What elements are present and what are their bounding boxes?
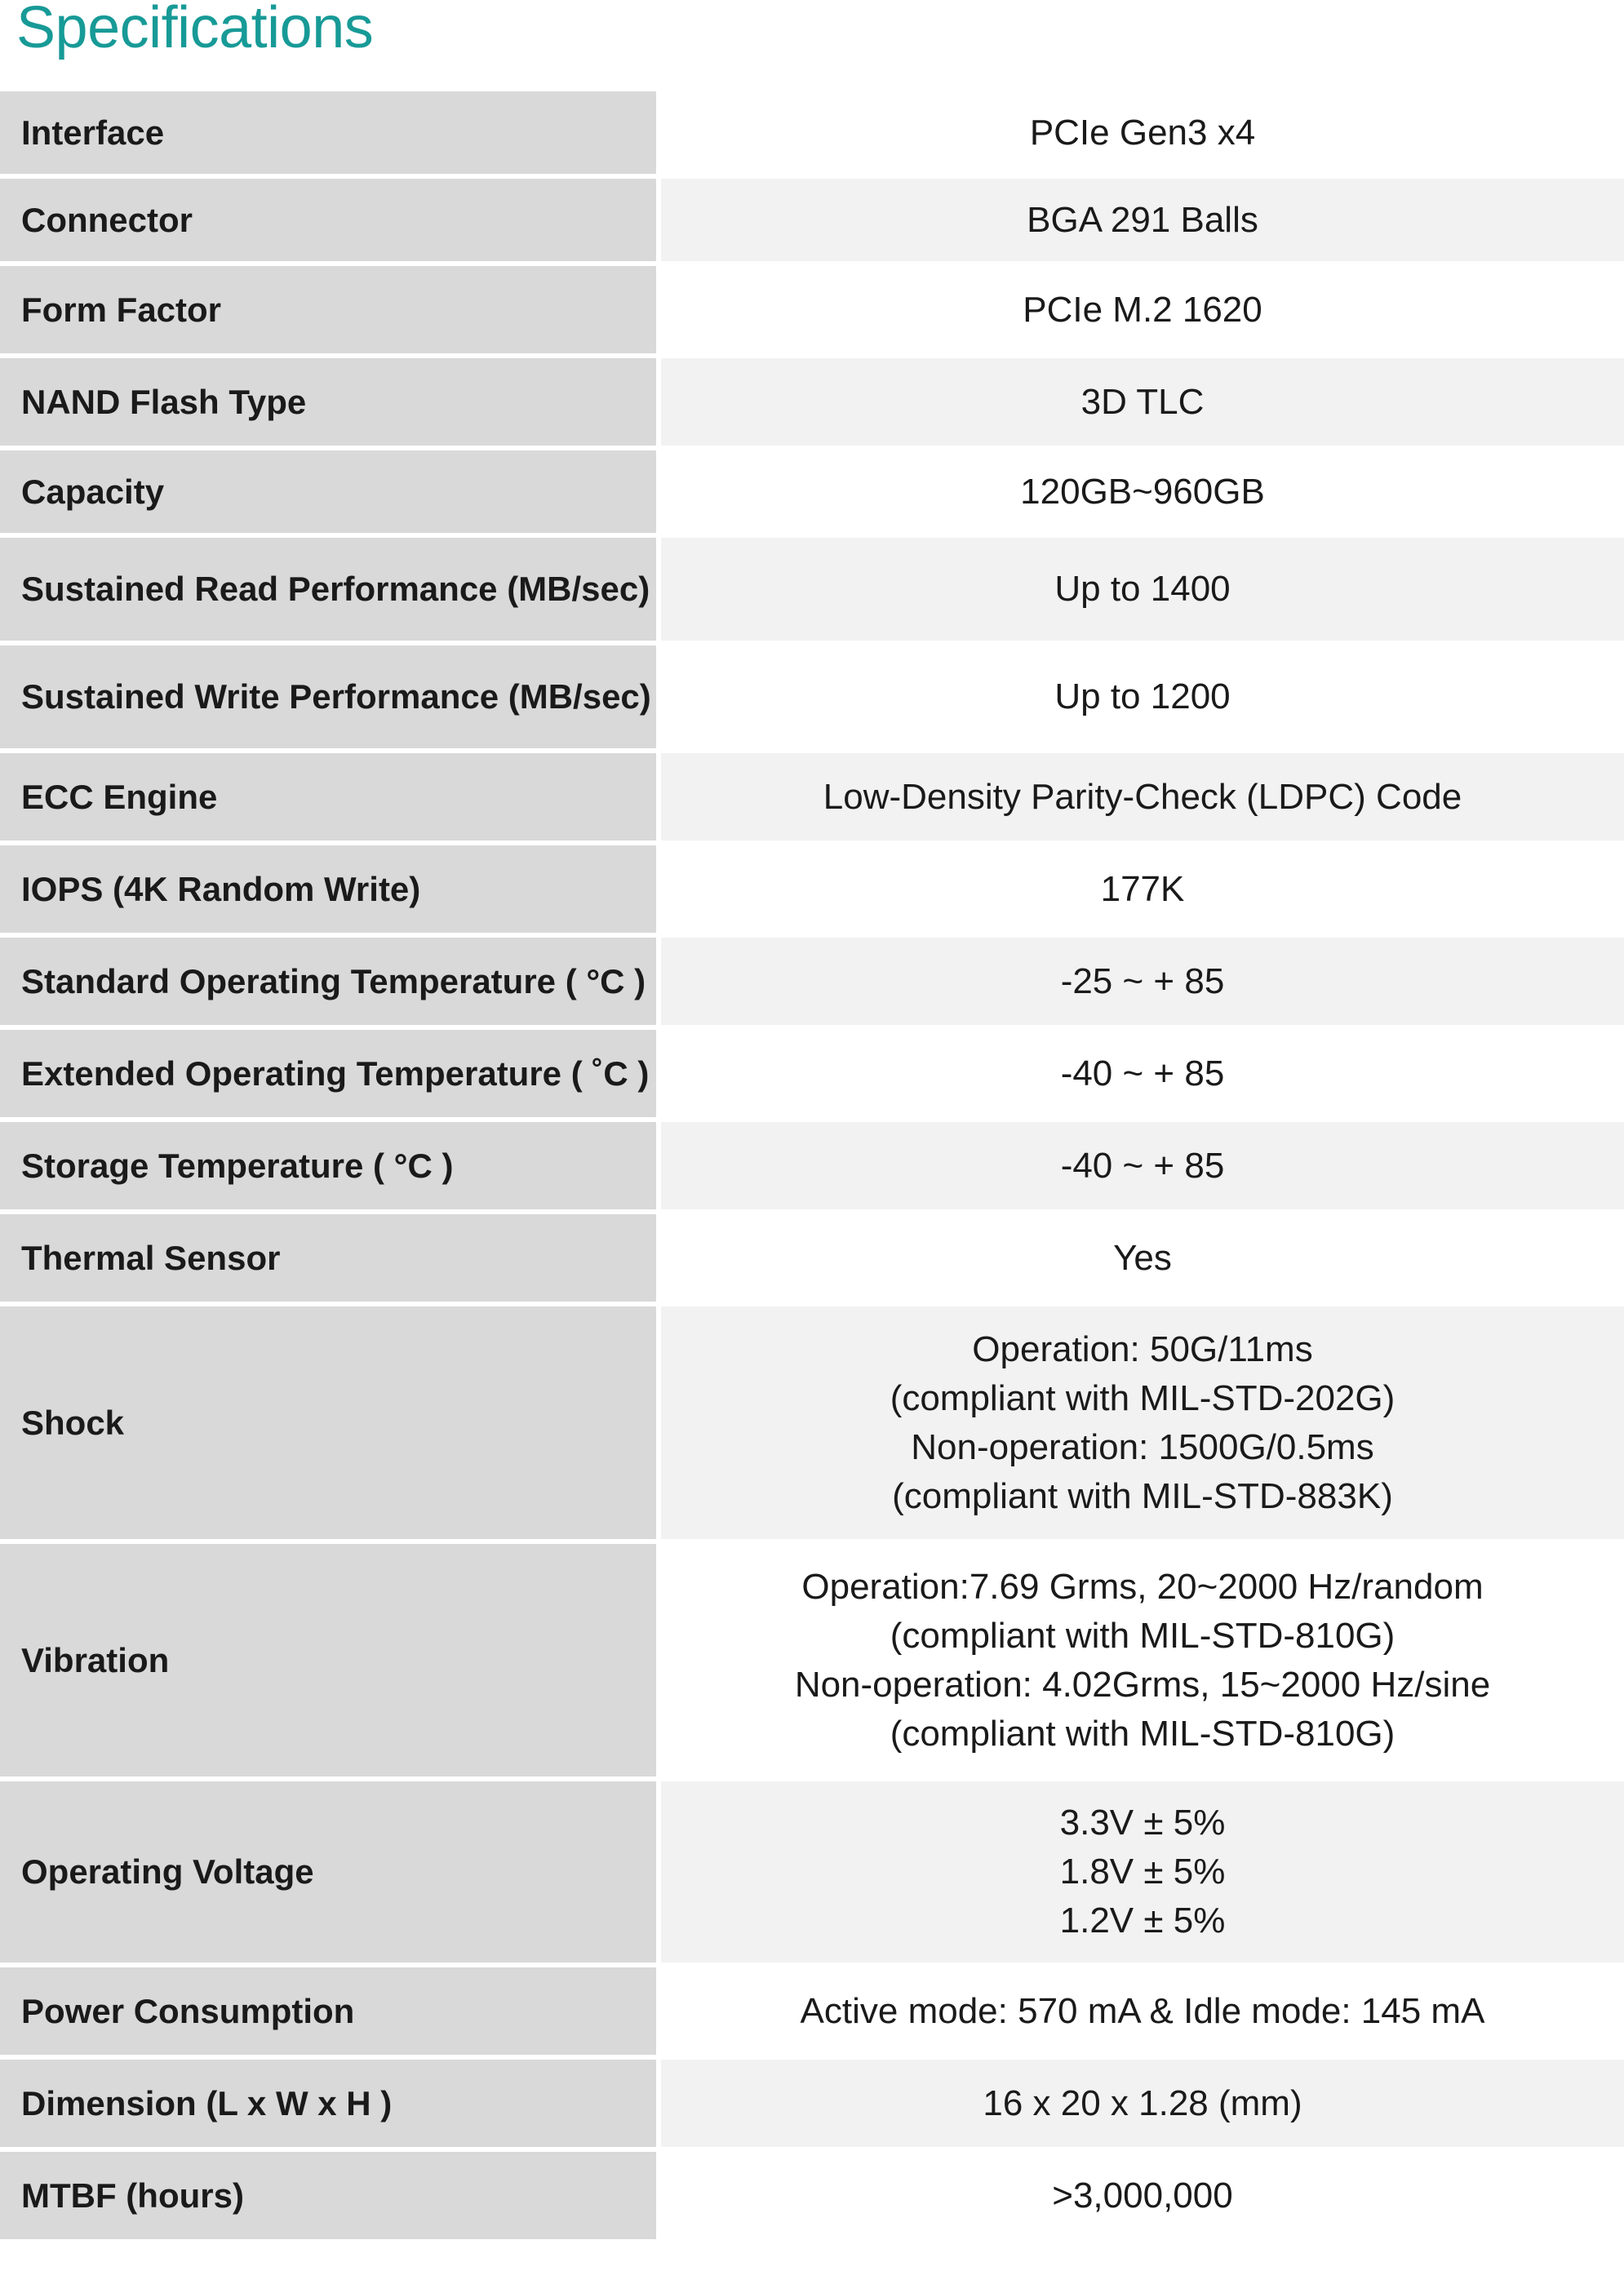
spec-value-line: -40 ~ + 85 xyxy=(1060,1145,1225,1186)
spec-label: Form Factor xyxy=(0,266,661,353)
spec-row xyxy=(0,845,1624,933)
spec-label: IOPS (4K Random Write) xyxy=(0,845,661,933)
spec-label: Sustained Write Performance (MB/sec) xyxy=(0,645,661,748)
spec-label: Thermal Sensor xyxy=(0,1214,661,1302)
spec-value-line: Operation: 50G/11ms xyxy=(972,1328,1313,1369)
spec-row xyxy=(0,938,1624,1025)
spec-value-line: 177K xyxy=(1100,868,1185,909)
spec-row xyxy=(0,1306,1624,1539)
spec-row xyxy=(0,1214,1624,1302)
spec-value-line: Yes xyxy=(1113,1237,1172,1278)
spec-value-line: 1.8V ± 5% xyxy=(1059,1852,1226,1892)
spec-value xyxy=(661,450,1624,533)
spec-row xyxy=(0,645,1624,748)
spec-label: NAND Flash Type xyxy=(0,358,661,446)
spec-value xyxy=(661,2060,1624,2147)
spec-value xyxy=(661,1306,1624,1539)
spec-value-line: Non-operation: 1500G/0.5ms xyxy=(911,1426,1374,1467)
spec-value-line: -25 ~ + 85 xyxy=(1060,960,1225,1001)
spec-row xyxy=(0,91,1624,174)
specifications-table xyxy=(0,86,1624,2244)
spec-value-line: (compliant with MIL-STD-810G) xyxy=(890,1615,1395,1656)
spec-label: MTBF (hours) xyxy=(0,2152,661,2239)
spec-row xyxy=(0,450,1624,533)
spec-value-line: Up to 1400 xyxy=(1054,569,1231,609)
spec-value xyxy=(661,358,1624,446)
spec-label: Standard Operating Temperature ( °C ) xyxy=(0,938,661,1025)
spec-value xyxy=(661,1122,1624,1209)
spec-label: Shock xyxy=(0,1306,661,1539)
spec-value-line: Non-operation: 4.02Grms, 15~2000 Hz/sine xyxy=(794,1664,1491,1705)
spec-value-line: (compliant with MIL-STD-202G) xyxy=(890,1377,1395,1418)
spec-value xyxy=(661,1781,1624,1963)
spec-row xyxy=(0,179,1624,261)
spec-value xyxy=(661,2152,1624,2239)
spec-label: Dimension (L x W x H ) xyxy=(0,2060,661,2147)
spec-label: Vibration xyxy=(0,1544,661,1776)
spec-row xyxy=(0,2152,1624,2239)
spec-value xyxy=(661,753,1624,841)
spec-value xyxy=(661,538,1624,641)
spec-row xyxy=(0,538,1624,641)
spec-value xyxy=(661,1030,1624,1117)
spec-label: Sustained Read Performance (MB/sec) xyxy=(0,538,661,641)
spec-value xyxy=(661,1544,1624,1776)
spec-label: Operating Voltage xyxy=(0,1781,661,1963)
spec-value-line: 3D TLC xyxy=(1080,381,1205,422)
spec-row xyxy=(0,1122,1624,1209)
spec-value xyxy=(661,845,1624,933)
spec-value xyxy=(661,1214,1624,1302)
spec-value-line: BGA 291 Balls xyxy=(1027,199,1258,240)
spec-value xyxy=(661,91,1624,174)
spec-value-line: (compliant with MIL-STD-810G) xyxy=(890,1713,1395,1754)
spec-label: Connector xyxy=(0,179,661,261)
spec-value-line: -40 ~ + 85 xyxy=(1060,1053,1225,1093)
spec-value-line: 120GB~960GB xyxy=(1020,471,1265,512)
spec-label: Storage Temperature ( °C ) xyxy=(0,1122,661,1209)
spec-value-line: Low-Density Parity-Check (LDPC) Code xyxy=(823,776,1462,817)
spec-value-line: 3.3V ± 5% xyxy=(1059,1803,1226,1843)
spec-row xyxy=(0,1781,1624,1963)
spec-value-line: Up to 1200 xyxy=(1054,676,1231,716)
spec-row xyxy=(0,2060,1624,2147)
spec-value-line: PCIe M.2 1620 xyxy=(1023,289,1262,330)
page-title: Specifications xyxy=(16,0,374,60)
spec-value xyxy=(661,645,1624,748)
spec-row xyxy=(0,1967,1624,2055)
spec-value-line: Operation:7.69 Grms, 20~2000 Hz/random xyxy=(801,1566,1484,1607)
spec-value-line: 1.2V ± 5% xyxy=(1059,1901,1226,1941)
spec-row xyxy=(0,1030,1624,1117)
spec-label: Power Consumption xyxy=(0,1967,661,2055)
spec-value xyxy=(661,938,1624,1025)
spec-row xyxy=(0,358,1624,446)
spec-label: Extended Operating Temperature ( ˚C ) xyxy=(0,1030,661,1117)
spec-row xyxy=(0,753,1624,841)
spec-row xyxy=(0,1544,1624,1776)
spec-value xyxy=(661,1967,1624,2055)
spec-value xyxy=(661,266,1624,353)
specifications-table-body xyxy=(0,91,1624,2239)
spec-row xyxy=(0,266,1624,353)
spec-value-line: 16 x 20 x 1.28 (mm) xyxy=(983,2082,1302,2123)
spec-label: Capacity xyxy=(0,450,661,533)
spec-value-line: >3,000,000 xyxy=(1052,2175,1233,2216)
spec-value-line: (compliant with MIL-STD-883K) xyxy=(892,1475,1393,1516)
spec-label: ECC Engine xyxy=(0,753,661,841)
spec-value xyxy=(661,179,1624,261)
spec-value-line: Active mode: 570 mA & Idle mode: 145 mA xyxy=(800,1990,1485,2031)
spec-value-line: PCIe Gen3 x4 xyxy=(1029,112,1256,153)
spec-label: Interface xyxy=(0,91,661,174)
